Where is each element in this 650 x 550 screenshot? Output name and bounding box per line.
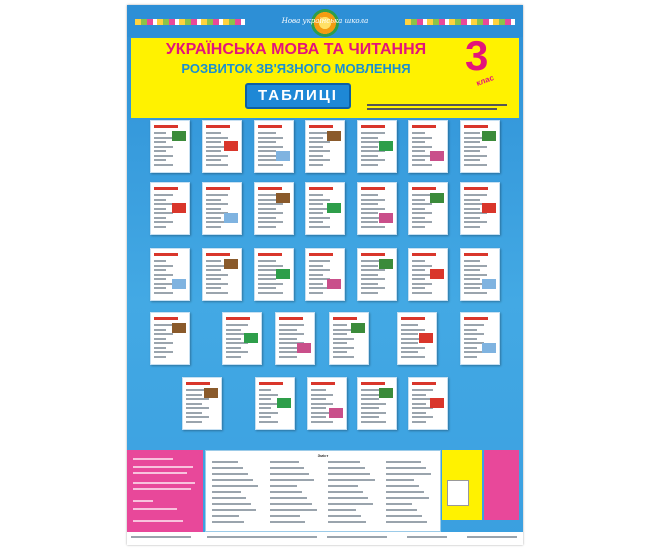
contents-line xyxy=(270,479,314,481)
table-thumbnail xyxy=(305,120,345,173)
contents-line xyxy=(212,497,246,499)
contents-line xyxy=(212,515,239,517)
contents-line xyxy=(386,461,421,463)
table-thumbnail xyxy=(254,120,294,173)
table-thumbnail xyxy=(150,120,190,173)
table-thumbnail xyxy=(460,312,500,365)
contents-line xyxy=(328,479,375,481)
contents-line xyxy=(386,509,417,511)
contents-line xyxy=(328,521,366,523)
table-thumbnail xyxy=(222,312,262,365)
contents-line xyxy=(270,521,305,523)
poster xyxy=(127,5,523,545)
table-thumbnail xyxy=(202,182,242,235)
table-thumbnail xyxy=(408,182,448,235)
info-panel-pink xyxy=(127,450,203,540)
contents-line xyxy=(212,467,243,469)
table-thumbnail xyxy=(254,182,294,235)
contents-line xyxy=(212,503,251,505)
poster-subtitle: РОЗВИТОК ЗВ'ЯЗНОГО МОВЛЕННЯ xyxy=(181,61,411,76)
table-thumbnail xyxy=(397,312,437,365)
table-thumbnail xyxy=(202,120,242,173)
table-thumbnail xyxy=(408,120,448,173)
contents-line xyxy=(212,461,238,463)
table-thumbnail xyxy=(460,182,500,235)
table-thumbnail xyxy=(357,120,397,173)
series-title: Нова українська школа xyxy=(281,17,369,25)
table-thumbnail xyxy=(460,248,500,301)
table-thumbnail xyxy=(408,377,448,430)
contents-line xyxy=(386,503,412,505)
tables-label: ТАБЛИЦІ xyxy=(245,83,351,109)
contents-line xyxy=(270,509,317,511)
table-thumbnail xyxy=(460,120,500,173)
contents-line xyxy=(270,461,299,463)
contents-line xyxy=(328,467,365,469)
table-thumbnail xyxy=(305,248,345,301)
table-thumbnail xyxy=(357,182,397,235)
table-thumbnail xyxy=(150,248,190,301)
poster-footer-area xyxy=(127,442,523,545)
contents-line xyxy=(328,461,360,463)
table-thumbnail xyxy=(202,248,242,301)
contents-line xyxy=(270,467,304,469)
contents-line xyxy=(328,485,358,487)
table-thumbnail xyxy=(150,182,190,235)
table-thumbnail xyxy=(357,377,397,430)
poster-title: УКРАЇНСЬКА МОВА ТА ЧИТАННЯ xyxy=(165,41,427,58)
contents-line xyxy=(212,521,244,523)
contents-line xyxy=(328,497,368,499)
table-thumbnail xyxy=(255,377,295,430)
table-thumbnail xyxy=(307,377,347,430)
contents-line xyxy=(386,473,431,475)
table-thumbnail xyxy=(305,182,345,235)
table-thumbnail xyxy=(150,312,190,365)
contents-line xyxy=(212,509,256,511)
contents-line xyxy=(386,467,426,469)
contents-line xyxy=(212,485,258,487)
contents-line xyxy=(212,491,241,493)
table-thumbnail xyxy=(275,312,315,365)
contents-line xyxy=(386,479,414,481)
grade-word: клас xyxy=(475,73,496,88)
contents-line xyxy=(328,473,370,475)
table-thumbnail xyxy=(408,248,448,301)
table-thumbnail xyxy=(329,312,369,365)
contents-list xyxy=(205,450,441,532)
poster-header xyxy=(131,32,519,118)
table-thumbnail xyxy=(254,248,294,301)
pink-strip xyxy=(484,450,519,520)
decorative-border-right xyxy=(405,19,515,25)
contents-line xyxy=(328,491,363,493)
contents-line xyxy=(328,515,361,517)
contents-line xyxy=(270,497,307,499)
contents-line xyxy=(328,509,356,511)
contents-line xyxy=(386,485,419,487)
grade-number: 3 xyxy=(465,32,489,79)
contents-line xyxy=(270,515,300,517)
contents-line xyxy=(212,473,248,475)
contents-line xyxy=(328,503,373,505)
contents-line xyxy=(386,491,424,493)
contents-line xyxy=(212,479,253,481)
table-thumbnail xyxy=(182,377,222,430)
product-card-icon xyxy=(447,480,469,506)
contents-line xyxy=(270,485,297,487)
table-thumbnail xyxy=(357,248,397,301)
contents-line xyxy=(270,491,302,493)
contents-line xyxy=(386,497,429,499)
publication-note xyxy=(367,102,515,110)
contents-line xyxy=(270,473,309,475)
imprint-strip xyxy=(127,532,523,545)
contents-line xyxy=(386,521,427,523)
contents-line xyxy=(386,515,422,517)
contents-line xyxy=(270,503,312,505)
contents-title: Зміст xyxy=(317,453,329,458)
top-strip xyxy=(127,5,523,37)
